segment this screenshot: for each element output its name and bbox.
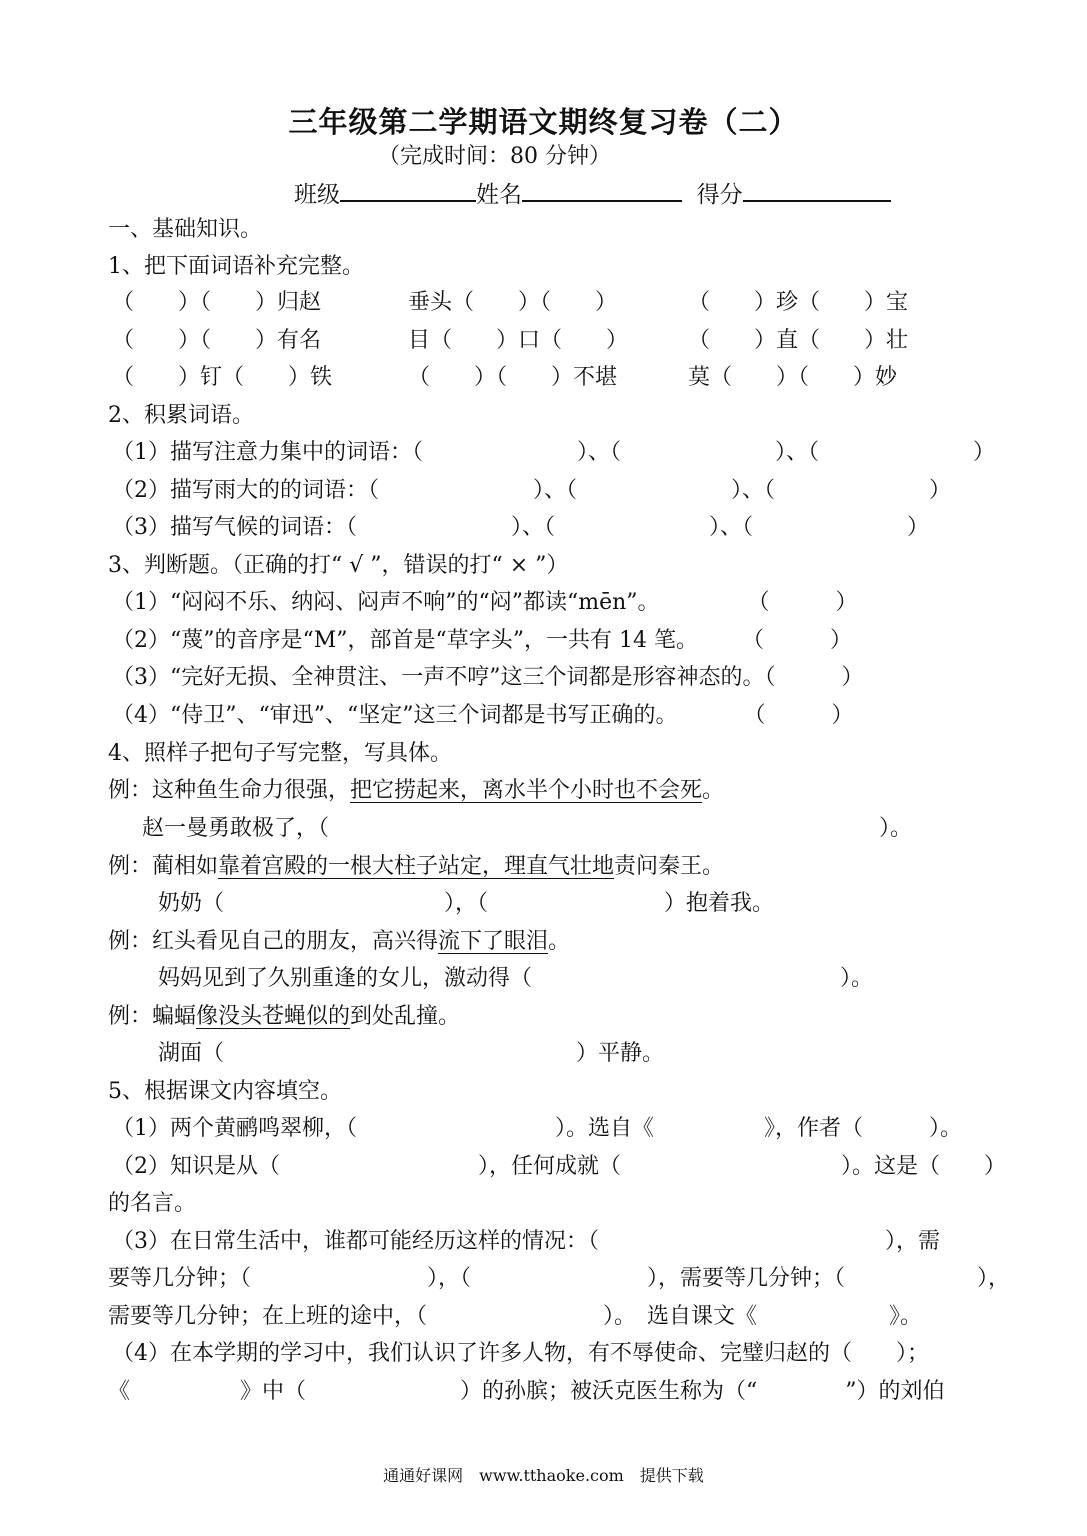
score-blank[interactable] (743, 178, 891, 202)
name-blank[interactable] (522, 178, 682, 202)
q1-item: （ ）钉（ ）铁 (112, 365, 333, 390)
q3-item: （2）“蔑”的音序是“M”，部首是“草字头”，一共有 14 笔。 （ ） (112, 628, 852, 653)
student-info (294, 178, 891, 209)
q3-title: 3、判断题。（正确的打“ √ ”，错误的打“ × ”） (108, 553, 569, 578)
q1-item: 垂头（ ）（ ） (408, 290, 618, 315)
q5-line: （1）两个黄鹂鸣翠柳，（ ）。选自《 》，作者（ ）。 (112, 1116, 963, 1141)
q1-item: 目（ ）口（ ） (408, 328, 629, 353)
q5-line: 要等几分钟；（ ），（ ），需要等几分钟；（ ）， (108, 1266, 1011, 1291)
q2-item: （2）描写雨大的的词语：（ ）、（ ）、（ ） (112, 478, 952, 503)
class-blank[interactable] (340, 178, 476, 202)
q1-item: 莫（ ）（ ）妙 (688, 365, 898, 390)
q2-title: 2、积累词语。 (108, 403, 254, 428)
q4-answer: 赵一曼勇敢极了，（ ）。 (142, 816, 913, 841)
q1-item: （ ）（ ）归赵 (112, 290, 322, 315)
q5-line: （4）在本学期的学习中，我们认识了许多人物，有不辱使命、完璧归赵的（ ）； (112, 1341, 929, 1366)
q4-example: 例：红头看见自己的朋友，高兴得流下了眼泪。 (108, 929, 571, 954)
footer-text: 通通好课网 www.tthaoke.com 提供下载 (383, 1466, 704, 1485)
q1-item: （ ）直（ ）壮 (688, 328, 909, 353)
q2-item: （3）描写气候的词语：（ ）、（ ）、（ ） (112, 515, 930, 540)
q4-answer: 妈妈见到了久别重逢的女儿，激动得（ ）。 (158, 966, 874, 991)
completion-time: （完成时间：80 分钟） (378, 144, 611, 169)
q4-answer: 湖面（ ）平静。 (158, 1041, 665, 1066)
q5-title: 5、根据课文内容填空。 (108, 1079, 342, 1104)
q4-answer: 奶奶（ ），（ ）抱着我。 (158, 891, 775, 916)
page-title: 三年级第二学期语文期终复习卷（二） (288, 105, 799, 139)
q1-item: （ ）珍（ ）宝 (688, 290, 909, 315)
q5-line: （2）知识是从（ ），任何成就（ ）。这是（ ） (112, 1154, 1007, 1179)
q4-title: 4、照样子把句子写完整，写具体。 (108, 741, 452, 766)
score-label: 得分 (696, 182, 743, 208)
q2-item: （1）描写注意力集中的词语：（ ）、（ ）、（ ） (112, 440, 996, 465)
q5-line: 需要等几分钟；在上班的途中，（ ）。 选自课文《 》。 (108, 1304, 923, 1329)
q4-example: 例：这种鱼生命力很强，把它捞起来，离水半个小时也不会死。 (108, 778, 725, 803)
q5-line: 的名言。 (108, 1191, 197, 1216)
q5-line: 《 》中（ ）的孙膑；被沃克医生称为（“ ”）的刘伯 (108, 1379, 945, 1404)
q3-item: （3）“完好无损、全神贯注、一声不哼”这三个词都是形容神态的。（ ） (112, 665, 864, 690)
q5-line: （3）在日常生活中，谁都可能经历这样的情况：（ ），需 (112, 1229, 940, 1254)
q1-item: （ ）（ ）不堪 (408, 365, 618, 390)
class-label: 班级 (294, 182, 340, 208)
q1-title: 1、把下面词语补充完整。 (108, 254, 364, 279)
q1-item: （ ）（ ）有名 (112, 328, 322, 353)
q4-example: 例：蝙蝠像没头苍蝇似的到处乱撞。 (108, 1004, 461, 1029)
q3-item: （1）“闷闷不乐、纳闷、闷声不响”的“闷”都读“mēn”。 （ ） (112, 590, 858, 615)
name-label: 姓名 (476, 182, 522, 208)
section-basic-knowledge: 一、基础知识。 (108, 217, 263, 242)
q3-item: （4）“侍卫”、“审迅”、“坚定”这三个词都是书写正确的。 （ ） (112, 703, 854, 728)
q4-example: 例：蔺相如靠着宫殿的一根大柱子站定，理直气壮地责问秦王。 (108, 854, 725, 879)
